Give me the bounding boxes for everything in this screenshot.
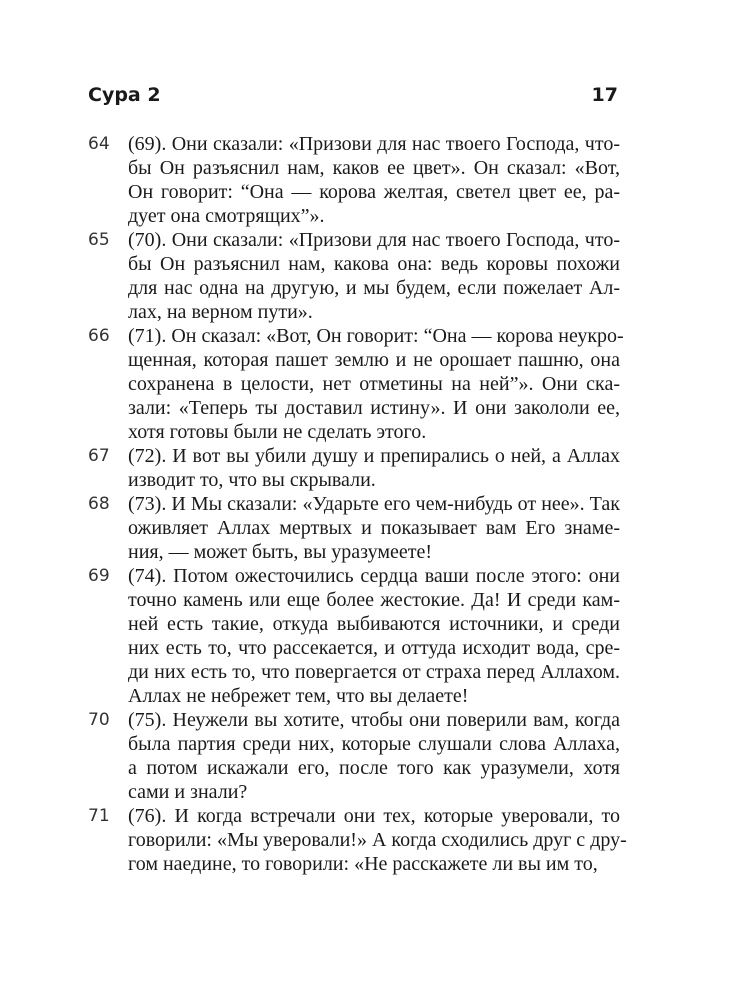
verse-64 [88, 132, 620, 228]
verse-text-line: оживляет Аллах мертвых и показывает вам Его знаме- [128, 517, 620, 539]
verse-text-line: точно камень или еще более жестокие. Да! И среди кам- [128, 589, 620, 611]
verse-text-line: (73). И Мы сказали: «Ударьте его чем-нибудь от нее». Так [128, 493, 620, 515]
verse-text-line: сами и знали? [128, 781, 248, 803]
verse-text-line: щенная, которая пашет землю и не орошает пашню, она [128, 349, 620, 371]
verse-text-line: зали: «Теперь ты доставил истину». И они закололи ее, [128, 397, 620, 419]
verse-text-line: (69). Они сказали: «Призови для нас твоего Господа, что- [128, 133, 620, 155]
verse-text-line: ней есть такие, откуда выбиваются источники, и среди [128, 613, 620, 635]
verse-71 [88, 804, 627, 876]
verse-65 [88, 228, 620, 324]
verse-number: 70 [88, 710, 110, 730]
verse-text-line: ния, — может быть, вы уразумеете! [128, 541, 433, 563]
running-head [88, 84, 618, 108]
verse-text-line: лах, на верном пути». [128, 301, 313, 323]
verse-text-line: говорили: «Мы уверовали!» А когда сходились друг с дру- [128, 829, 627, 851]
verse-number: 66 [88, 326, 110, 346]
verse-text-line: для нас одна на другую, и мы будем, если пожелает Ал- [128, 277, 620, 299]
page-number: 17 [591, 84, 618, 106]
sura-title: Сура 2 [88, 84, 161, 106]
verse-69 [88, 564, 620, 708]
verse-text-line: них есть то, что рассекается, и оттуда исходит вода, сре- [128, 637, 620, 659]
verse-text-line: была партия среди них, которые слушали слова Аллаха, [128, 733, 620, 755]
verse-text-line: а потом искажали его, после того как уразумели, хотя [128, 757, 620, 779]
verse-text-line: (74). Потом ожесточились сердца ваши после этого: они [128, 565, 620, 587]
verse-number: 69 [88, 566, 110, 586]
verse-68 [88, 492, 620, 564]
verse-text-line: гом наедине, то говорили: «Не расскажете ли вы им то, [128, 853, 598, 875]
verse-list [88, 132, 627, 876]
verse-text-line: сохранена в целости, нет отметины на ней”». Они ска- [128, 373, 620, 395]
verse-67 [88, 444, 620, 492]
verse-text-line: (76). И когда встречали они тех, которые уверовали, то [128, 805, 620, 827]
verse-70 [88, 708, 620, 804]
verse-text-line: бы Он разъяснил нам, каков ее цвет». Он сказал: «Вот, [128, 157, 620, 179]
verse-66 [88, 324, 624, 444]
verse-text-line: (75). Неужели вы хотите, чтобы они поверили вам, когда [128, 709, 620, 731]
verse-number: 71 [88, 806, 110, 826]
verse-number: 68 [88, 494, 110, 514]
verse-text-line: ди них есть то, что повергается от страха перед Аллахом. [128, 661, 620, 683]
verse-text-line: Он говорит: “Она — корова желтая, светел цвет ее, ра- [128, 181, 620, 203]
verse-text-line: Аллах не небрежет тем, что вы делаете! [128, 685, 469, 707]
verse-number: 64 [88, 134, 110, 154]
verse-text-line: дует она смотрящих”». [128, 205, 325, 227]
verse-text-line: (70). Они сказали: «Призови для нас твоего Господа, что- [128, 229, 620, 251]
verse-text-line: изводит то, что вы скрывали. [128, 469, 376, 491]
verse-text-line: бы Он разъяснил нам, какова она: ведь коровы похожи [128, 253, 620, 275]
verse-number: 67 [88, 446, 110, 466]
verse-text-line: (72). И вот вы убили душу и препирались о ней, а Аллах [128, 445, 620, 467]
verse-text-line: (71). Он сказал: «Вот, Он говорит: “Она — корова неукро- [128, 325, 624, 347]
verse-text-line: хотя готовы были не сделать этого. [128, 421, 427, 443]
verse-number: 65 [88, 230, 110, 250]
